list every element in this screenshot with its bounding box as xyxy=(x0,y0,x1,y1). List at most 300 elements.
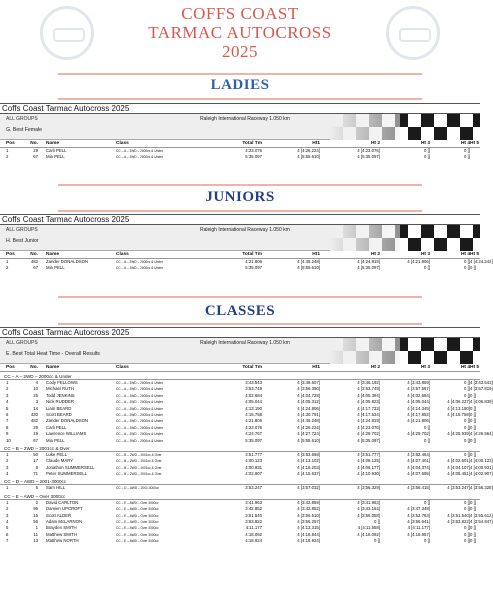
car-number-cell: 1 xyxy=(35,525,38,531)
heat1-cell: 4 [4:18.844] xyxy=(297,531,320,537)
heat2-cell: 4 [3:56.329] xyxy=(357,485,380,491)
col-ht3: Ht 3 xyxy=(420,365,430,370)
heat3-cell: 4 [3:43.869] xyxy=(407,380,430,385)
pos-cell: 1 xyxy=(6,451,9,457)
heat4-cell: 4 [4:05.451] xyxy=(447,471,470,477)
col-total: Total Tm xyxy=(242,252,262,257)
driver-name-cell: Todd JENKINS xyxy=(46,392,75,398)
checkered-flag-graphic xyxy=(330,114,480,140)
heat2-cell: 4 [5:35.097] xyxy=(357,265,380,271)
heat2-cell: 4 [4:29.702] xyxy=(357,431,380,437)
venue-label: Raleigh International Raceway 1.050 km xyxy=(200,227,290,233)
total-time-cell: 3:43.543 xyxy=(245,380,262,385)
heat2-cell: 4 [4:05.823] xyxy=(357,399,380,405)
heat1-cell: 4 [4:26.224] xyxy=(297,148,320,153)
total-time-cell: 4:05.044 xyxy=(245,399,262,405)
car-number-cell: 29 xyxy=(33,424,38,430)
col-total: Total Tm xyxy=(242,365,262,370)
class-group-title: CC – E – AWD – Over 3000cc xyxy=(0,493,480,500)
heat3-cell: 4 [3:52.464] xyxy=(407,451,430,457)
class-cell: CC – E – AWD – Over 3000cc xyxy=(116,507,159,512)
class-group-title: CC – B – 2WD – 2001cc & Over xyxy=(0,445,480,452)
pos-cell: 5 xyxy=(6,525,9,531)
heat4-cell: 4 [3:51.540] xyxy=(447,512,470,518)
col-ht4: Ht 4 xyxy=(460,252,470,257)
sheet-title: Coffs Coast Tarmac Autocross 2025 xyxy=(0,103,480,114)
heat5-cell: 0 [] xyxy=(470,531,476,537)
total-time-cell: 4:21.806 xyxy=(245,418,262,424)
class-cell: CC – B – 2WD – 2001cc & Over xyxy=(116,472,162,477)
col-ht1: Ht1 xyxy=(312,252,320,257)
car-number-cell: 15 xyxy=(33,512,38,518)
heat5-cell: 4 [3:56.328] xyxy=(470,485,493,491)
car-number-cell: 67 xyxy=(33,265,38,271)
col-ht3: Ht 3 xyxy=(420,141,430,146)
checkered-flag-graphic xyxy=(330,225,480,251)
pos-cell: 1 xyxy=(6,499,9,505)
heat4-cell: 0 [] xyxy=(464,437,470,443)
car-number-cell: 67 xyxy=(33,437,38,443)
heat4-cell: 4 [4:06.237] xyxy=(447,399,470,405)
pos-cell: 2 xyxy=(6,265,9,271)
table-header xyxy=(0,140,480,148)
col-ht2: Ht 2 xyxy=(370,252,380,257)
heat3-cell: 4 [3:56.641] xyxy=(407,519,430,525)
heat2-cell: 4 [3:53.749] xyxy=(357,386,380,392)
heat3-cell: 4 [4:14.345] xyxy=(407,405,430,411)
heat5-cell: 4 [4:00.123] xyxy=(470,458,493,464)
car-number-cell: 29 xyxy=(33,148,38,153)
driver-name-cell: Jonathon SUMMERSELL xyxy=(46,464,95,470)
driver-name-cell: Carli PELL xyxy=(46,148,67,153)
pos-cell: 9 xyxy=(6,431,9,437)
heat4-cell: 0 [] xyxy=(464,499,470,505)
pos-cell: 1 xyxy=(6,259,9,264)
heat3-cell: 0 [] xyxy=(424,437,430,443)
sheet-title: Coffs Coast Tarmac Autocross 2025 xyxy=(0,327,480,338)
car-number-cell: 50 xyxy=(33,451,38,457)
driver-name-cell: Zander DONALDSON xyxy=(46,418,89,424)
pos-cell: 4 xyxy=(6,519,9,525)
heat5-cell: 4 [3:43.543] xyxy=(470,380,493,385)
sheet-band xyxy=(0,225,480,251)
heat4-cell: 0 [] xyxy=(464,538,470,544)
table-header xyxy=(0,251,480,259)
heat1-cell: 4 [4:30.791] xyxy=(297,411,320,417)
heat2-cell: 4 [5:35.097] xyxy=(357,154,380,160)
car-number-cell: 67 xyxy=(33,154,38,160)
class-cell: CC – E – AWD – Over 3000cc xyxy=(116,526,159,531)
all-groups-label: ALL GROUPS xyxy=(6,116,38,122)
heat1-cell: 4 [4:15.637] xyxy=(297,471,320,477)
heat5-cell: 0 [] xyxy=(470,405,476,411)
col-no: No. xyxy=(30,141,38,146)
class-cell: CC – A – 2WD – 2000cc & Under xyxy=(116,387,163,392)
heat4-cell: 0 [] xyxy=(464,386,470,392)
pos-cell: 3 xyxy=(6,392,9,398)
heat5-cell: 0 [] xyxy=(470,499,476,505)
car-number-cell: 95 xyxy=(33,506,38,512)
car-number-cell: 71 xyxy=(33,471,38,477)
driver-name-cell: Zander DONALDSON xyxy=(46,259,89,264)
class-cell: CC – B – 2WD – 2001cc & Over xyxy=(116,459,162,464)
divider-rule xyxy=(58,98,422,100)
pos-cell: 4 xyxy=(6,399,9,405)
heat3-cell: 0 [] xyxy=(424,265,430,271)
heat1-cell: 4 [3:56.350] xyxy=(297,386,320,392)
col-no: No. xyxy=(30,252,38,257)
divider-rule xyxy=(58,73,422,75)
pos-cell: 3 xyxy=(6,512,9,518)
col-ht1: Ht1 xyxy=(312,365,320,370)
class-cell: CC – B – 2WD – 2001cc & Over xyxy=(116,452,162,457)
car-number-cell: 10 xyxy=(33,386,38,392)
sheet-title: Coffs Coast Tarmac Autocross 2025 xyxy=(0,214,480,225)
car-number-cell: 13 xyxy=(33,538,38,544)
class-groups xyxy=(0,373,493,545)
total-time-cell: 4:00.931 xyxy=(245,464,262,470)
col-class: Class xyxy=(116,365,129,370)
heat4-cell: 4 [4:02.501] xyxy=(447,458,470,464)
pos-cell: 7 xyxy=(6,418,9,424)
heat3-cell: 4 [4:04.374] xyxy=(407,464,430,470)
total-time-cell: 4:21.806 xyxy=(245,259,262,264)
heat2-cell: 0 [] xyxy=(374,538,380,544)
heat5-cell: 0 [] xyxy=(470,265,476,271)
total-time-cell: 5:35.097 xyxy=(245,437,262,443)
class-cell: CC – A – 2WD – 2000cc & Under xyxy=(116,400,163,405)
results-sheet-juniors xyxy=(0,214,493,272)
all-groups-label: ALL GROUPS xyxy=(6,340,38,346)
total-time-cell: 4:11.177 xyxy=(245,525,262,531)
driver-name-cell: Scott BEARD xyxy=(46,411,72,417)
total-time-cell: 5:35.097 xyxy=(245,265,262,271)
heat4-cell: 0 [] xyxy=(464,380,470,385)
heat1-cell: 4 [5:55.610] xyxy=(297,265,320,271)
heat4-cell: 4 [4:13.190] xyxy=(447,405,470,411)
heat5-cell: 0 [] xyxy=(470,424,476,430)
heat3-cell: 0 [] xyxy=(424,424,430,430)
heat1-cell: 4 [3:42.859] xyxy=(297,499,320,505)
heat3-cell: 4 [4:11.177] xyxy=(407,525,430,531)
heat1-cell: 4 [3:57.032] xyxy=(297,485,320,491)
heat5-cell: 0 [] xyxy=(470,392,476,398)
total-time-cell: 3:51.777 xyxy=(245,451,262,457)
pos-cell: 2 xyxy=(6,386,9,392)
driver-name-cell: Mia PELL xyxy=(46,265,65,271)
sheet-subtitle: G. Best Female xyxy=(6,127,43,133)
pos-cell: 7 xyxy=(6,538,9,544)
total-time-cell: 4:02.907 xyxy=(245,471,262,477)
class-cell: CC – A – 2WD – 2000cc & Under xyxy=(116,406,163,411)
driver-name-cell: Scott ALDER xyxy=(46,512,72,518)
heat2-cell: 4 [4:18.092] xyxy=(357,531,380,537)
pos-cell: 4 xyxy=(6,471,9,477)
venue-label: Raleigh International Raceway 1.050 km xyxy=(200,116,290,122)
col-name: Name xyxy=(46,365,60,370)
all-groups-label: ALL GROUPS xyxy=(6,227,38,233)
heat4-cell: 0 [] xyxy=(464,265,470,271)
driver-name-cell: David CARLTON xyxy=(46,499,79,505)
driver-name-cell: Lawrence WILLIAMS xyxy=(46,431,87,437)
heat1-cell: 4 [5:55.610] xyxy=(297,154,320,160)
results-rows xyxy=(0,148,480,161)
heat4-cell: 0 [] xyxy=(464,148,470,153)
heat1-cell: 4 [4:24.806] xyxy=(297,405,320,411)
class-cell: CC – A – 2WD – 2000cc & Under xyxy=(116,419,163,424)
driver-name-cell: Peter SUMMERSELL xyxy=(46,471,88,477)
class-group-title: CC – A – 2WD – 2000cc & Under xyxy=(0,373,480,380)
heat1-cell: 4 [4:26.224] xyxy=(297,424,320,430)
heat3-cell: 4 [4:07.401] xyxy=(407,458,430,464)
car-number-cell: 56 xyxy=(33,519,38,525)
driver-name-cell: Michael RUTH xyxy=(46,386,74,392)
table-row xyxy=(0,538,480,544)
heat4-cell: 0 [] xyxy=(464,424,470,430)
driver-name-cell: Carli PELL xyxy=(46,424,67,430)
divider-rule xyxy=(58,184,422,186)
driver-name-cell: Cody FELLOWS xyxy=(46,380,78,385)
heat2-cell: 4 [4:23.076] xyxy=(357,424,380,430)
heat1-cell: 4 [3:42.852] xyxy=(297,506,320,512)
total-time-cell: 5:35.097 xyxy=(245,154,262,160)
heat3-cell: 4 [3:52.783] xyxy=(407,512,430,518)
heat2-cell: 4 [4:06.177] xyxy=(357,464,380,470)
heat3-cell: 0 [] xyxy=(424,499,430,505)
heat4-cell: 4 [4:04.107] xyxy=(447,464,470,470)
heat3-cell: 4 [4:18.957] xyxy=(407,531,430,537)
sheet-subtitle: E. Best Total Heat Time - Overall Results xyxy=(6,351,100,357)
driver-name-cell: Nick RUDDER xyxy=(46,399,74,405)
col-pos: Pos xyxy=(6,252,15,257)
driver-name-cell: Damien UPCROFT xyxy=(46,506,83,512)
heat2-cell: 0 [] xyxy=(374,519,380,525)
pos-cell: 1 xyxy=(6,148,9,153)
heat3-cell: 4 [4:07.595] xyxy=(407,471,430,477)
total-time-cell: 4:23.076 xyxy=(245,148,262,153)
heat5-cell: 4 [3:55.612] xyxy=(470,512,493,518)
class-cell: CC – A – 2WD – 2000cc & Under xyxy=(116,149,163,153)
driver-name-cell: Sam HILL xyxy=(46,485,66,491)
heat4-cell: 0 [] xyxy=(464,418,470,424)
heat5-cell: 0 [] xyxy=(470,411,476,417)
sheet-band xyxy=(0,338,480,364)
section-heading-classes: CLASSES xyxy=(204,303,276,319)
heat1-cell: 4 [5:55.610] xyxy=(297,437,320,443)
car-number-cell: 430 xyxy=(30,411,38,417)
heat2-cell: 4 [3:56.058] xyxy=(357,512,380,518)
heat3-cell: 4 [3:47.348] xyxy=(407,506,430,512)
class-cell: CC – E – AWD – Over 3000cc xyxy=(116,520,159,525)
class-cell: CC – D – AWD – 2001-3000cc xyxy=(116,486,160,491)
class-cell: CC – A – 2WD – 2000cc & Under xyxy=(116,425,163,430)
car-number-cell: 9 xyxy=(35,464,38,470)
heat5-cell: 4 [4:24.242] xyxy=(470,259,493,264)
col-ht1: Ht1 xyxy=(312,141,320,146)
total-time-cell: 3:53.247 xyxy=(245,485,262,491)
heat3-cell: 4 [4:02.684] xyxy=(407,392,430,398)
title-line-2: TARMAC AUTOCROSS xyxy=(148,23,332,42)
total-time-cell: 4:02.684 xyxy=(245,392,262,398)
heat2-cell: 4 [4:11.558] xyxy=(357,525,380,531)
driver-name-cell: Brayden SMITH xyxy=(46,525,77,531)
pos-cell: 6 xyxy=(6,411,9,417)
class-cell: CC – A – 2WD – 2000cc & Under xyxy=(116,438,163,443)
total-time-cell: 4:18.092 xyxy=(245,531,262,537)
pos-cell: 2 xyxy=(6,458,9,464)
total-time-cell: 4:23.076 xyxy=(245,424,262,430)
heat1-cell: 4 [4:45.248] xyxy=(297,259,320,264)
col-ht5: Ht 5 xyxy=(470,141,480,146)
driver-name-cell: Adam McLARNON xyxy=(46,519,83,525)
checkered-flag-graphic xyxy=(330,338,480,364)
class-cell: CC – E – AWD – Over 3000cc xyxy=(116,539,159,544)
heat1-cell: 4 [4:18.924] xyxy=(297,538,320,544)
total-time-cell: 3:53.822 xyxy=(245,519,262,525)
heat5-cell: 0 [] xyxy=(470,506,476,512)
total-time-cell: 4:24.767 xyxy=(245,431,262,437)
heat3-cell: 4 [4:21.806] xyxy=(407,259,430,264)
driver-name-cell: Matthew SMITH xyxy=(46,531,77,537)
heat2-cell: 4 [4:05.394] xyxy=(357,392,380,398)
car-number-cell: 14 xyxy=(33,405,38,411)
heat1-cell: 4 [3:53.668] xyxy=(297,451,320,457)
heat4-cell: 0 [] xyxy=(464,506,470,512)
car-number-cell: 3 xyxy=(35,399,38,405)
driver-name-cell: Mia PELL xyxy=(46,154,65,160)
col-class: Class xyxy=(116,141,129,146)
heat2-cell: 4 [4:23.076] xyxy=(357,148,380,153)
divider-rule xyxy=(58,210,422,212)
class-cell: CC – A – 2WD – 2000cc & Under xyxy=(116,393,163,398)
col-ht5: Ht 5 xyxy=(470,252,480,257)
driver-name-cell: Mia PELL xyxy=(46,437,65,443)
heat5-cell: 4 [3:54.847] xyxy=(470,519,493,525)
total-time-cell: 3:53.749 xyxy=(245,386,262,392)
results-sheet-classes xyxy=(0,327,493,545)
car-number-cell: 4 xyxy=(35,380,38,385)
heat2-cell: 4 [4:24.819] xyxy=(357,259,380,264)
heat2-cell: 4 [4:17.534] xyxy=(357,411,380,417)
heat3-cell: 0 [] xyxy=(424,148,430,153)
section-heading-juniors: JUNIORS xyxy=(205,189,275,205)
class-cell: CC – A – 2WD – 2000cc & Under xyxy=(116,260,163,264)
class-cell: CC – E – AWD – Over 3000cc xyxy=(116,500,159,505)
total-time-cell: 3:42.852 xyxy=(245,506,262,512)
pos-cell: 2 xyxy=(6,506,9,512)
col-ht2: Ht 2 xyxy=(370,365,380,370)
table-row xyxy=(0,265,480,271)
col-ht2: Ht 2 xyxy=(370,141,380,146)
driver-name-cell: Matthew NORTH xyxy=(46,538,79,544)
car-number-cell: 482 xyxy=(30,259,38,264)
car-number-cell: 482 xyxy=(30,418,38,424)
heat3-cell: 4 [4:05.044] xyxy=(407,399,430,405)
heat3-cell: 0 [] xyxy=(424,154,430,160)
class-cell: CC – A – 2WD – 2000cc & Under xyxy=(116,432,163,437)
heat2-cell: 4 [4:24.819] xyxy=(357,418,380,424)
heat5-cell: 4 [4:02.907] xyxy=(470,471,493,477)
heat4-cell: 0 [] xyxy=(464,259,470,264)
col-ht5: Ht 5 xyxy=(470,365,480,370)
pos-cell: 10 xyxy=(6,437,11,443)
total-time-cell: 4:18.924 xyxy=(245,538,262,544)
title-line-3: 2025 xyxy=(222,42,258,61)
table-row xyxy=(0,154,480,160)
heat3-cell: 4 [3:56.415] xyxy=(407,485,430,491)
driver-name-cell: Liam BEARD xyxy=(46,405,72,411)
heat5-cell: 0 [] xyxy=(470,525,476,531)
class-cell: CC – A – 2WD – 2000cc & Under xyxy=(116,412,163,417)
heat4-cell: 0 [] xyxy=(464,392,470,398)
heat3-cell: 4 [4:29.702] xyxy=(407,431,430,437)
pos-cell: 6 xyxy=(6,531,9,537)
col-class: Class xyxy=(116,252,129,257)
table-row xyxy=(0,485,493,491)
pos-cell: 1 xyxy=(6,380,9,385)
heat3-cell: 0 [] xyxy=(424,538,430,544)
heat4-cell: 0 [] xyxy=(464,451,470,457)
title-line-1: COFFS COAST xyxy=(181,4,299,23)
total-time-cell: 3:51.540 xyxy=(245,512,262,518)
heat2-cell: 4 [4:08.125] xyxy=(357,458,380,464)
heat5-cell: 4 [4:00.931] xyxy=(470,464,493,470)
heat3-cell: 4 [4:17.852] xyxy=(407,411,430,417)
results-sheet-ladies xyxy=(0,103,480,161)
pos-cell: 8 xyxy=(6,424,9,430)
table-header xyxy=(0,364,480,372)
sheet-band xyxy=(0,114,480,140)
heat4-cell: 4 [3:53.247] xyxy=(447,485,470,491)
total-time-cell: 4:13.190 xyxy=(245,405,262,411)
heat1-cell: 4 [3:56.510] xyxy=(297,512,320,518)
col-ht3: Ht 3 xyxy=(420,252,430,257)
table-row xyxy=(0,438,480,444)
heat2-cell: 4 [3:46.192] xyxy=(357,380,380,385)
heat1-cell: 4 [4:05.312] xyxy=(297,399,320,405)
results-rows xyxy=(0,259,493,272)
car-number-cell: 19 xyxy=(33,431,38,437)
class-cell: CC – B – 2WD – 2001cc & Over xyxy=(116,465,162,470)
divider-rule xyxy=(58,296,422,298)
heat1-cell: 4 [4:27.724] xyxy=(297,431,320,437)
class-group-title: CC – D – AWD – 2001-3000cc xyxy=(0,478,480,485)
heat2-cell: 4 [4:17.733] xyxy=(357,405,380,411)
col-total: Total Tm xyxy=(242,141,262,146)
heat4-cell: 4 [3:53.822] xyxy=(447,519,470,525)
heat5-cell: 0 [] xyxy=(470,437,476,443)
venue-label: Raleigh International Raceway 1.050 km xyxy=(200,340,290,346)
heat5-cell: 4 [4:26.564] xyxy=(470,431,493,437)
heat1-cell: 4 [4:45.248] xyxy=(297,418,320,424)
class-cell: CC – A – 2WD – 2000cc & Under xyxy=(116,266,163,271)
heat1-cell: 4 [4:13.102] xyxy=(297,458,320,464)
total-time-cell: 4:00.123 xyxy=(245,458,262,464)
heat5-cell: 0 [] xyxy=(470,451,476,457)
col-pos: Pos xyxy=(6,365,15,370)
pos-cell: 2 xyxy=(6,154,9,160)
driver-name-cell: Claude MARY xyxy=(46,458,74,464)
heat1-cell: 4 [4:16.203] xyxy=(297,464,320,470)
heat3-cell: 4 [4:21.806] xyxy=(407,418,430,424)
heat4-cell: 0 [] xyxy=(464,531,470,537)
total-time-cell: 4:15.758 xyxy=(245,411,262,417)
heat1-cell: 4 [4:04.728] xyxy=(297,392,320,398)
heat5-cell: 0 [] xyxy=(470,538,476,544)
section-heading-ladies: LADIES xyxy=(210,77,270,93)
heat4-cell: 4 [4:15.758] xyxy=(447,411,470,417)
table-row xyxy=(0,471,493,477)
